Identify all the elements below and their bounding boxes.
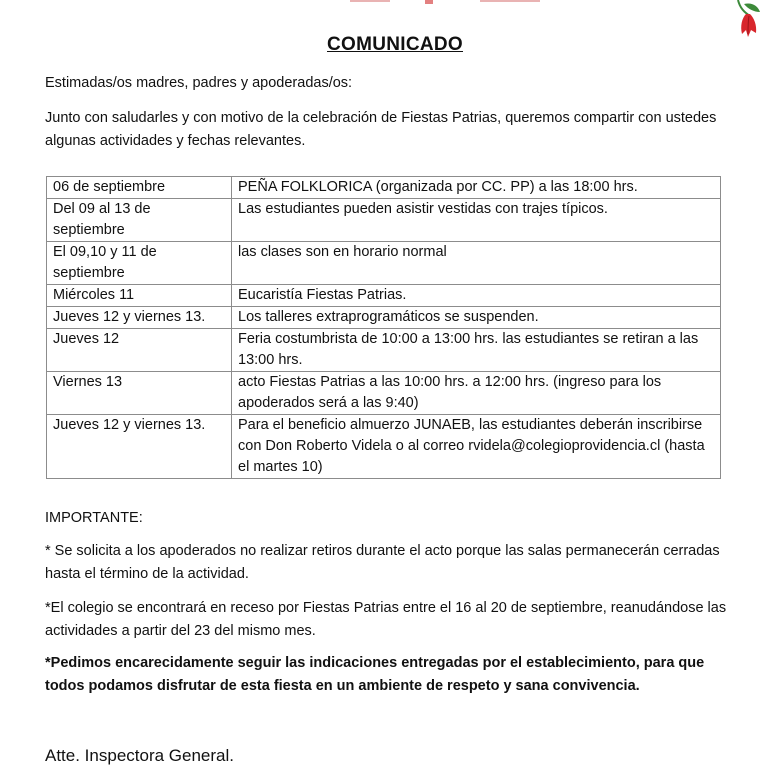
table-row <box>47 177 721 199</box>
table-row <box>47 415 721 479</box>
header-ornament <box>330 0 560 6</box>
date-cell: Jueves 12 y viernes 13. <box>47 307 232 329</box>
important-heading: IMPORTANTE: <box>45 510 143 526</box>
date-cell: Del 09 al 13 de septiembre <box>47 199 232 242</box>
table-row <box>47 285 721 307</box>
table-row <box>47 199 721 242</box>
signature: Atte. Inspectora General. <box>45 746 234 765</box>
activity-cell: Eucaristía Fiestas Patrias. <box>232 285 721 307</box>
greeting-text: Estimadas/os madres, padres y apoderadas/os: <box>45 75 353 91</box>
date-cell: Viernes 13 <box>47 372 232 415</box>
date-cell: El 09,10 y 11 de septiembre <box>47 242 232 285</box>
date-cell: Miércoles 11 <box>47 285 232 307</box>
activity-cell: acto Fiestas Patrias a las 10:00 hrs. a 12:00 hrs. (ingreso para los apoderados será a las 9:40) <box>232 372 721 415</box>
table-row <box>47 372 721 415</box>
important-item-request: *Pedimos encarecidamente seguir las indicaciones entregadas por el establecimiento, para que todos podamos disfrutar de esta fiesta en un ambiente de respeto y sana convivencia. <box>45 655 705 694</box>
page-title: COMUNICADO <box>327 34 463 55</box>
activity-cell: Las estudiantes pueden asistir vestidas con trajes típicos. <box>232 199 721 242</box>
activity-cell: PEÑA FOLKLORICA (organizada por CC. PP) a las 18:00 hrs. <box>232 177 721 199</box>
date-cell: Jueves 12 y viernes 13. <box>47 415 232 479</box>
table-row <box>47 242 721 285</box>
table-row <box>47 307 721 329</box>
important-item-recess: *El colegio se encontrará en receso por Fiestas Patrias entre el 16 al 20 de septiembre, reanudándose las actividades a partir del 23 del mismo mes. <box>45 600 727 639</box>
activities-table <box>46 176 721 479</box>
table-row <box>47 329 721 372</box>
activity-cell: Feria costumbrista de 10:00 a 13:00 hrs. las estudiantes se retiran a las 13:00 hrs. <box>232 329 721 372</box>
activity-cell: las clases son en horario normal <box>232 242 721 285</box>
activity-cell: Los talleres extraprogramáticos se suspenden. <box>232 307 721 329</box>
intro-paragraph: Junto con saludarles y con motivo de la celebración de Fiestas Patrias, queremos compartir con ustedes algunas actividades y fechas relevantes. <box>45 110 717 149</box>
activity-cell: Para el beneficio almuerzo JUNAEB, las estudiantes deberán inscribirse con Don Roberto Videla o al correo rvidela@colegioprovidencia.cl (hasta el martes 10) <box>232 415 721 479</box>
date-cell: 06 de septiembre <box>47 177 232 199</box>
date-cell: Jueves 12 <box>47 329 232 372</box>
important-item-no-withdrawals: * Se solicita a los apoderados no realizar retiros durante el acto porque las salas permanecerán cerradas hasta el término de la actividad. <box>45 543 720 582</box>
